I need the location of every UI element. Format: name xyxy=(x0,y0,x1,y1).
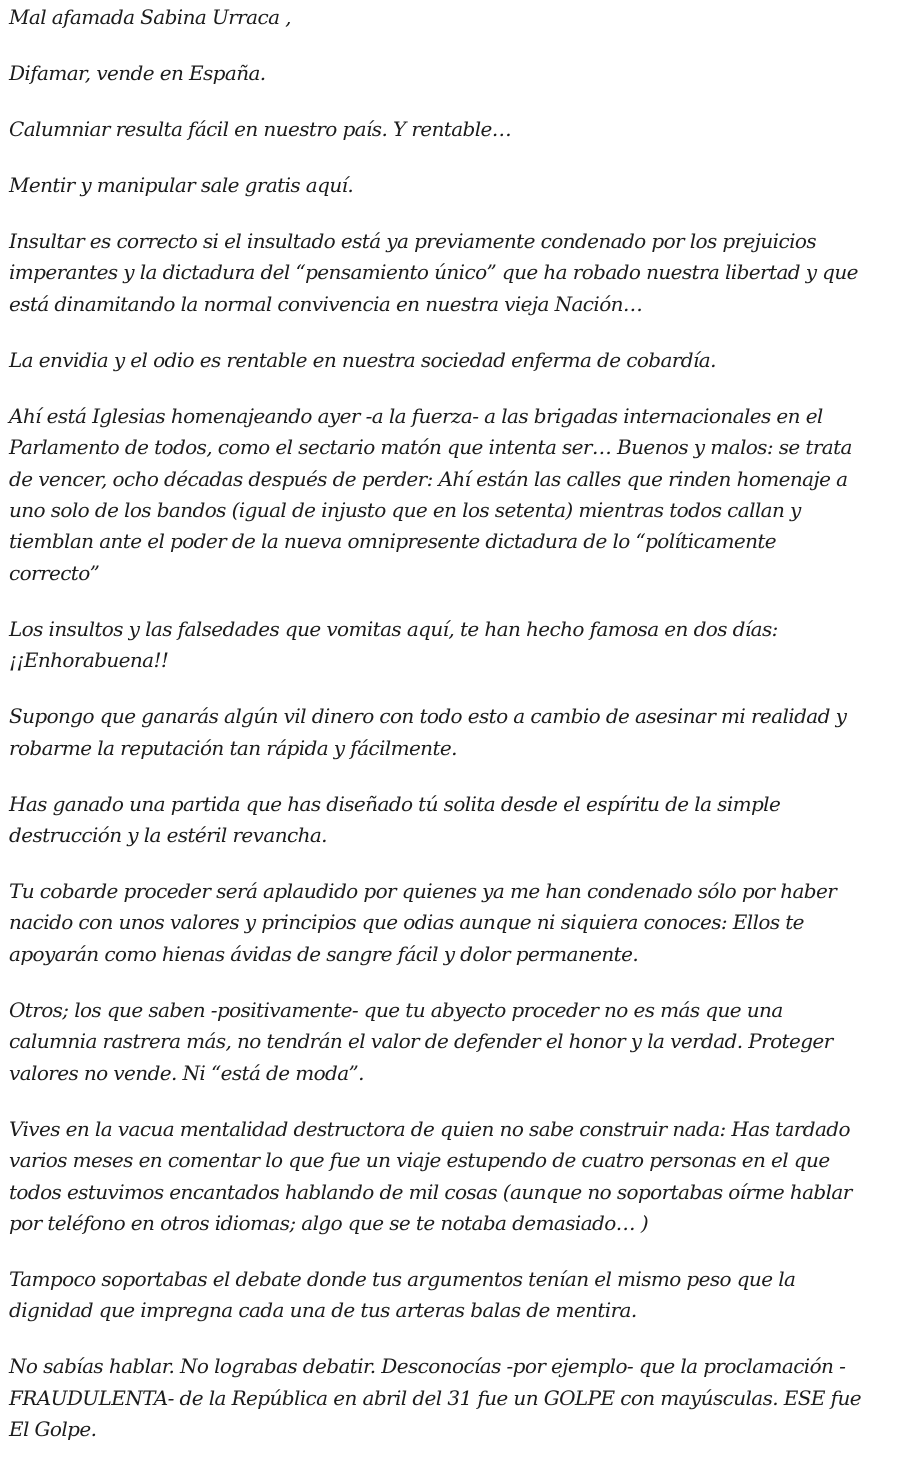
paragraph: La envidia y el odio es rentable en nuestra sociedad enferma de cobardía. xyxy=(9,347,716,372)
salutation: Mal afamada Sabina Urraca , xyxy=(9,5,291,29)
paragraph: Ahí está Iglesias homenajeando ayer -a la fuerza- a las brigadas internacionales en el Parlamento de todos, como el sectario matón que intenta ser… Buenos y malos: se trata de vencer, ocho décadas después de perder: Ahí están las calles que rinden homenaje a uno solo de los bandos (igual de injusto que en los setenta) mientras todos callan y tiemblan ante el poder de la nueva omnipresente dictadura de lo “políticamente correcto” xyxy=(9,403,852,585)
paragraph: Insultar es correcto si el insultado está ya previamente condenado por los prejuicios imperantes y la dictadura del “pensamiento único” que ha robado nuestra libertad y que está dinamitando la normal convivencia en nuestra vieja Nación… xyxy=(9,229,858,316)
paragraph: Has ganado una partida que has diseñado tú solita desde el espíritu de la simple destrucción y la estéril revancha. xyxy=(9,791,781,848)
paragraph: Calumniar resulta fácil en nuestro país. Y rentable… xyxy=(9,117,512,141)
paragraph: Mentir y manipular sale gratis aquí. xyxy=(9,173,354,197)
paragraph: Vives en la vacua mentalidad destructora de quien no sabe construir nada: Has tardado varios meses en comentar lo que fue un viaje estupendo de cuatro personas en el que todos estuvimos encantados hablando de mil cosas (aunque no soportabas oírme hablar por teléfono en otros idiomas; algo que se te notaba demasiado… ) xyxy=(9,1116,852,1235)
paragraph: Supongo que ganarás algún vil dinero con todo esto a cambio de asesinar mi realidad y robarme la reputación tan rápida y fácilmente. xyxy=(9,704,847,760)
paragraph: Tampoco soportabas el debate donde tus argumentos tenían el mismo peso que la dignidad que impregna cada una de tus arteras balas de mentira. xyxy=(9,1266,796,1323)
paragraph: Los insultos y las falsedades que vomitas aquí, te han hecho famosa en dos días: ¡¡Enhorabuena!! xyxy=(9,616,778,673)
paragraph: Otros; los que saben -positivamente- que tu abyecto proceder no es más que una calumnia rastrera más, no tendrán el valor de defender el honor y la verdad. Proteger valores no vende. Ni “está de moda”. xyxy=(9,997,833,1085)
paragraph: Difamar, vende en España. xyxy=(9,61,266,85)
paragraph: No sabías hablar. No lograbas debatir. Desconocías -por ejemplo- que la proclamación -FRAUDULENTA- de la República en abril del 31 fue un GOLPE con mayúsculas. ESE fue El Golpe. xyxy=(9,1354,861,1442)
paragraph: Tu cobarde proceder será aplaudido por quienes ya me han condenado sólo por haber nacido con unos valores y principios que odias aunque ni siquiera conoces: Ellos te apoyarán como hienas ávidas de sangre fácil y dolor permanente. xyxy=(9,879,837,966)
